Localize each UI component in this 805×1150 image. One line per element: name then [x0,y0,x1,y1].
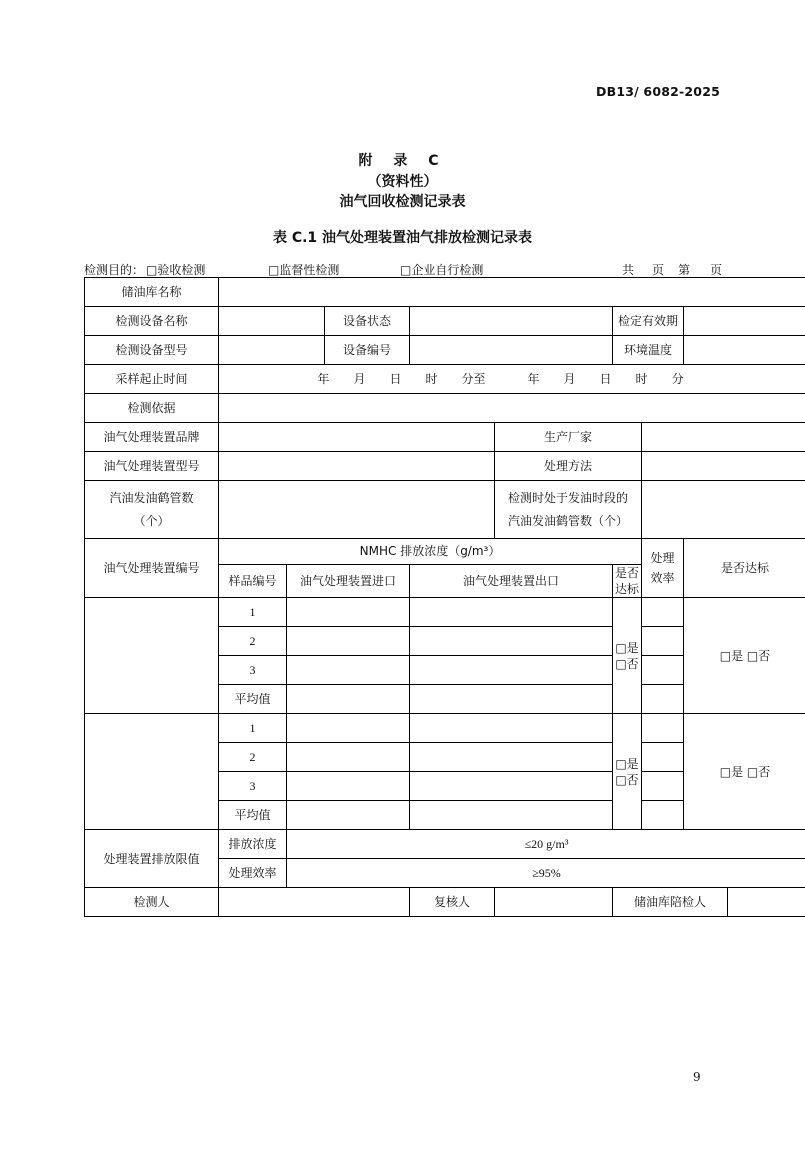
conc-yes-no[interactable]: □是 □否 [613,714,642,830]
arm-in-use-label-line2: 汽油发油鹤管数（个） [507,513,628,528]
verification-valid-label: 检定有效期 [613,307,684,336]
inlet-field[interactable] [287,743,410,772]
efficiency-header [642,539,684,598]
outlet-field[interactable] [410,598,613,627]
inlet-field[interactable] [287,685,410,714]
efficiency-field[interactable] [642,801,684,830]
sample-no: 1 [219,714,287,743]
efficiency-field[interactable] [642,714,684,743]
average-label: 平均值 [219,685,287,714]
outlet-field[interactable] [410,801,613,830]
sample-no: 3 [219,772,287,801]
arm-in-use-label-line1: 检测时处于发油时段的 [507,491,628,506]
escort-field[interactable] [728,888,805,917]
unit-no-header: 油气处理装置编号 [85,539,219,598]
arm-in-use-field[interactable] [642,481,805,539]
reviewer-label: 复核人 [410,888,495,917]
inlet-field[interactable] [287,714,410,743]
inspector-label: 检测人 [85,888,219,917]
date-unit: 时 [635,371,648,386]
eff-limit-value: ≥95% [287,859,805,888]
efficiency-field[interactable] [642,656,684,685]
outlet-field[interactable] [410,743,613,772]
model-field[interactable] [219,452,495,481]
arm-in-use-label [495,481,642,539]
device-name-field[interactable] [219,307,325,336]
device-model-field[interactable] [219,336,325,365]
eff-yes-no[interactable]: □是 □否 [684,598,805,714]
sample-no: 2 [219,627,287,656]
nmhc-header: NMHC 排放浓度（g/m³） [219,539,642,565]
date-unit: 年 [317,371,330,386]
outlet-field[interactable] [410,714,613,743]
efficiency-field[interactable] [642,743,684,772]
inlet-header: 油气处理装置进口 [287,565,410,598]
standard-number: DB13/ 6082-2025 [596,84,720,99]
purpose-self-checkbox[interactable]: □企业自行检测 [400,263,484,277]
table-caption: 表 C.1 油气处理装置油气排放检测记录表 [272,230,533,246]
efficiency-field[interactable] [642,598,684,627]
brand-field[interactable] [219,423,495,452]
sample-no: 1 [219,598,287,627]
date-unit: 日 [599,371,612,386]
record-table [84,277,805,917]
basis-label: 检测依据 [85,394,219,423]
sample-no: 3 [219,656,287,685]
page-unit-label: 页 [710,263,723,277]
arm-count-label-line2: （个） [133,513,170,528]
reviewer-field[interactable] [495,888,613,917]
efficiency-field[interactable] [642,627,684,656]
date-unit: 日 [389,371,402,386]
date-unit: 月 [563,371,576,386]
manufacturer-label: 生产厂家 [495,423,642,452]
appendix-title: 附 录 C [358,153,447,169]
appendix-subtitle: （资料性） [367,174,438,190]
model-label: 油气处理装置型号 [85,452,219,481]
date-unit: 月 [353,371,366,386]
efficiency-field[interactable] [642,685,684,714]
purpose-label: 检测目的： [84,263,145,277]
arm-count-label [85,481,219,539]
inlet-field[interactable] [287,627,410,656]
purpose-acceptance-checkbox[interactable]: □验收检测 [146,263,206,277]
brand-label: 油气处理装置品牌 [85,423,219,452]
date-unit: 年 [527,371,540,386]
conc-limit-label: 排放浓度 [219,830,287,859]
env-temp-label: 环境温度 [613,336,684,365]
device-model-label: 检测设备型号 [85,336,219,365]
purpose-supervisory-checkbox[interactable]: □监督性检测 [268,263,340,277]
inlet-field[interactable] [287,801,410,830]
average-label: 平均值 [219,801,287,830]
method-label: 处理方法 [495,452,642,481]
escort-label: 储油库陪检人 [613,888,728,917]
device-no-field[interactable] [410,336,613,365]
sampling-time-field[interactable] [219,365,805,394]
device-status-field[interactable] [410,307,613,336]
conc-limit-value: ≤20 g/m³ [287,830,805,859]
outlet-field[interactable] [410,772,613,801]
conc-compliant-header: 是否达标 [613,565,642,598]
inlet-field[interactable] [287,656,410,685]
date-unit: 分 [671,371,684,386]
outlet-field[interactable] [410,656,613,685]
compliant-header: 是否达标 [684,539,805,598]
depot-name-field[interactable] [219,278,805,307]
date-unit: 分至 [461,371,486,386]
limits-label: 处理装置排放限值 [85,830,219,888]
appendix-name: 油气回收检测记录表 [339,194,466,210]
conc-yes-no[interactable]: □是 □否 [613,598,642,714]
method-field[interactable] [642,452,805,481]
inlet-field[interactable] [287,772,410,801]
device-no-label: 设备编号 [325,336,410,365]
unit-no-field[interactable] [85,598,219,714]
outlet-field[interactable] [410,627,613,656]
page-current-label: 第 [678,263,691,277]
outlet-field[interactable] [410,685,613,714]
date-unit: 时 [425,371,438,386]
env-temp-field[interactable] [684,336,805,365]
efficiency-header-line1: 处理 [650,551,675,565]
manufacturer-field[interactable] [642,423,805,452]
pages-unit-label: 页 [652,263,665,277]
eff-limit-label: 处理效率 [219,859,287,888]
sample-no: 2 [219,743,287,772]
sampling-time-label: 采样起止时间 [85,365,219,394]
efficiency-header-line2: 效率 [650,571,675,586]
outlet-header: 油气处理装置出口 [410,565,613,598]
inspector-field[interactable] [219,888,410,917]
efficiency-field[interactable] [642,772,684,801]
sample-no-header: 样品编号 [219,565,287,598]
pages-total-label: 共 [622,263,635,277]
arm-count-field[interactable] [219,481,495,539]
device-status-label: 设备状态 [325,307,410,336]
page-number: 9 [693,1070,701,1084]
depot-name-label: 储油库名称 [85,278,219,307]
verification-valid-field[interactable] [684,307,805,336]
eff-yes-no[interactable]: □是 □否 [684,714,805,830]
inlet-field[interactable] [287,598,410,627]
device-name-label: 检测设备名称 [85,307,219,336]
unit-no-field[interactable] [85,714,219,830]
arm-count-label-line1: 汽油发油鹤管数 [109,491,194,506]
basis-field[interactable] [219,394,805,423]
